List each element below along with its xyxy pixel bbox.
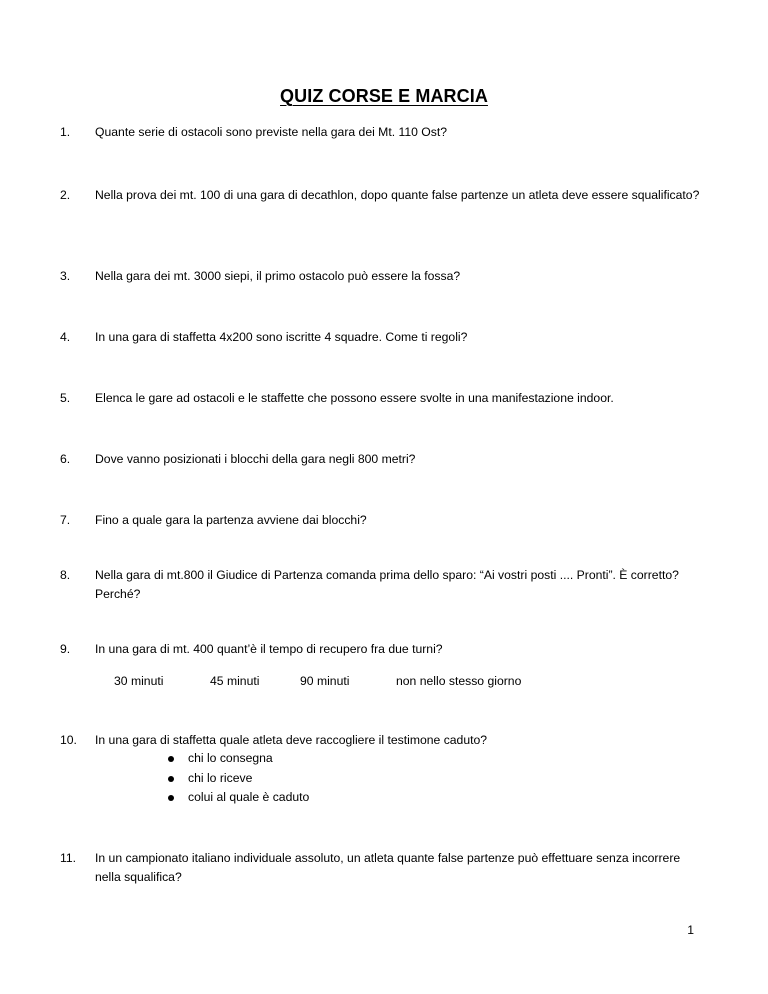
question-text: Elenca le gare ad ostacoli e le staffette che possono essere svolte in una manifestazione indoor. (95, 391, 614, 405)
question-10 (60, 731, 720, 750)
question-number: 5. (60, 391, 71, 405)
question-text: In una gara di staffetta 4x200 sono iscritte 4 squadre. Come ti regoli? (95, 330, 468, 344)
question-text: In una gara di mt. 400 quant’è il tempo di recupero fra due turni? (95, 642, 443, 656)
question-6 (60, 450, 720, 469)
question-number: 10. (60, 733, 77, 747)
question-text: Fino a quale gara la partenza avviene dai blocchi? (95, 513, 367, 527)
question-number: 9. (60, 642, 71, 656)
question-5 (60, 389, 720, 408)
question-text: In una gara di staffetta quale atleta deve raccogliere il testimone caduto? (95, 733, 488, 747)
question-11 (60, 849, 705, 887)
question-1 (60, 123, 720, 142)
question-number: 8. (60, 568, 71, 582)
question-text: Nella gara di mt.800 il Giudice di Partenza comanda prima dello sparo: “Ai vostri posti .... Pronti”. È corretto? Perché? (95, 568, 679, 601)
question-text: Nella gara dei mt. 3000 siepi, il primo ostacolo può essere la fossa? (95, 269, 461, 283)
question-number: 3. (60, 269, 71, 283)
bullet-icon (168, 756, 174, 762)
question-7 (60, 511, 720, 530)
page-number: 1 (687, 923, 694, 937)
option-30-minuti: 30 minuti (114, 674, 164, 688)
question-8 (60, 566, 685, 604)
question-3 (60, 267, 720, 286)
question-9 (60, 640, 720, 659)
question-4 (60, 328, 720, 347)
question-number: 11. (60, 851, 77, 865)
question-number: 7. (60, 513, 71, 527)
question-text: In un campionato italiano individuale assoluto, un atleta quante false partenze può effettuare senza incorrere nella squalifica? (95, 851, 681, 884)
bullet-icon (168, 795, 174, 801)
question-text: Nella prova dei mt. 100 di una gara di decathlon, dopo quante false partenze un atleta deve essere squalificato? (95, 188, 700, 202)
option-non-nello-stesso-giorno: non nello stesso giorno (396, 674, 522, 688)
option-90-minuti: 90 minuti (300, 674, 350, 688)
question-text: Quante serie di ostacoli sono previste nella gara dei Mt. 110 Ost? (95, 125, 448, 139)
question-text: Dove vanno posizionati i blocchi della gara negli 800 metri? (95, 452, 416, 466)
list-item-text: colui al quale è caduto (188, 790, 310, 804)
question-2 (60, 186, 700, 205)
list-item-text: chi lo riceve (188, 770, 253, 785)
list-item-text: chi lo consegna (188, 751, 273, 765)
question-number: 1. (60, 125, 71, 139)
page-title: QUIZ CORSE E MARCIA (280, 86, 488, 106)
bullet-icon (168, 776, 174, 782)
question-number: 6. (60, 452, 71, 466)
question-number: 4. (60, 330, 71, 344)
question-number: 2. (60, 188, 71, 202)
option-45-minuti: 45 minuti (210, 674, 260, 688)
